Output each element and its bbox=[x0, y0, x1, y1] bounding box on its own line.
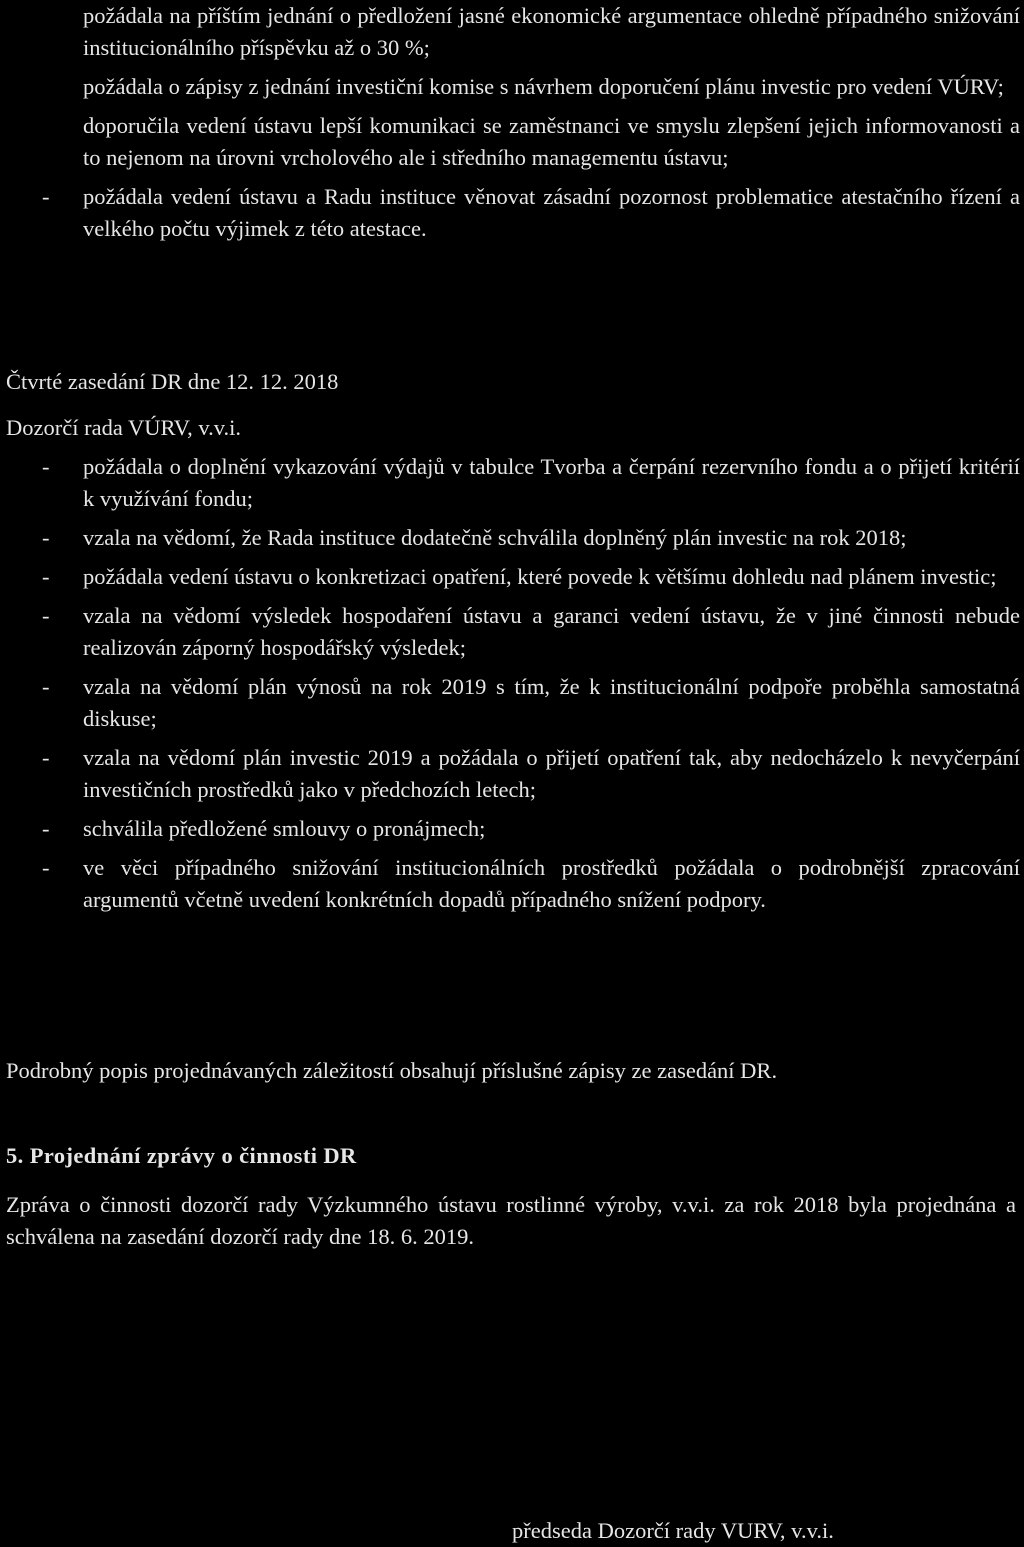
list-item bbox=[0, 451, 1024, 515]
section-paragraph: Zpráva o činnosti dozorčí rady Výzkumného ústavu rostlinné výroby, v.v.i. za rok 2018 byla projednána a schválena na zasedání dozorčí rady dne 18. 6. 2019. bbox=[6, 1192, 1016, 1249]
list-item bbox=[0, 71, 1024, 103]
list-dash: - bbox=[42, 525, 50, 550]
list-item-text: vzala na vědomí, že Rada instituce dodatečně schválila doplněný plán investic na rok 2018; bbox=[83, 525, 907, 550]
list-item bbox=[0, 671, 1024, 735]
list-dash: - bbox=[42, 184, 50, 209]
list-item bbox=[0, 852, 1024, 916]
meeting-title: Čtvrté zasedání DR dne 12. 12. 2018 bbox=[6, 369, 339, 394]
list-item-text: vzala na vědomí plán investic 2019 a požádala o přijetí opatření tak, aby nedocházelo k nevyčerpání investičních prostředků jako v předchozích letech; bbox=[83, 745, 1020, 802]
list-item bbox=[0, 742, 1024, 806]
list-item-text: požádala o doplnění vykazování výdajů v tabulce Tvorba a čerpání rezervního fondu a o přijetí kritérií k využívání fondu; bbox=[83, 454, 1020, 511]
list-dash: - bbox=[42, 674, 50, 699]
list-item-text: požádala vedení ústavu a Radu instituce věnovat zásadní pozornost problematice atestačního řízení a velkého počtu výjimek z této atestace. bbox=[83, 184, 1020, 241]
list-item bbox=[0, 522, 1024, 554]
list-item bbox=[0, 0, 1024, 64]
list-item bbox=[0, 600, 1024, 664]
resolution-list-top bbox=[0, 0, 1024, 252]
list-item-text: doporučila vedení ústavu lepší komunikaci se zaměstnanci ve smyslu zlepšení jejich informovanosti a to nejenom na úrovni vrcholového ale i středního managementu ústavu; bbox=[83, 113, 1020, 170]
list-item-text: vzala na vědomí výsledek hospodaření ústavu a garanci vedení ústavu, že v jiné činnosti nebude realizován záporný hospodářský výsledek; bbox=[83, 603, 1020, 660]
resolution-list-meeting bbox=[0, 451, 1024, 923]
section-heading: 5. Projednání zprávy o činnosti DR bbox=[6, 1143, 357, 1168]
list-item-text: požádala vedení ústavu o konkretizaci opatření, které povede k většímu dohledu nad plánem investic; bbox=[83, 564, 997, 589]
detail-note: Podrobný popis projednávaných záležitostí obsahují příslušné zápisy ze zasedání DR. bbox=[6, 1058, 778, 1083]
list-item-text: schválila předložené smlouvy o pronájmech; bbox=[83, 816, 486, 841]
signature-line: předseda Dozorčí rady VURV, v.v.i. bbox=[512, 1518, 834, 1543]
list-dash: - bbox=[42, 454, 50, 479]
list-item-text: požádala na příštím jednání o předložení jasné ekonomické argumentace ohledně případného snižování institucionálního příspěvku až o 30 %; bbox=[83, 3, 1020, 60]
list-dash: - bbox=[42, 603, 50, 628]
list-item-text: vzala na vědomí plán výnosů na rok 2019 s tím, že k institucionální podpoře proběhla samostatná diskuse; bbox=[83, 674, 1020, 731]
list-item bbox=[0, 110, 1024, 174]
list-item-text: požádala o zápisy z jednání investiční komise s návrhem doporučení plánu investic pro vedení VÚRV; bbox=[83, 74, 1004, 99]
list-dash: - bbox=[42, 564, 50, 589]
list-item-text: ve věci případného snižování institucionálních prostředků požádala o podrobnější zpracování argumentů včetně uvedení konkrétních dopadů případného snížení podpory. bbox=[83, 855, 1020, 912]
list-item bbox=[0, 181, 1024, 245]
list-dash: - bbox=[42, 855, 50, 880]
meeting-subject: Dozorčí rada VÚRV, v.v.i. bbox=[6, 415, 242, 440]
list-item bbox=[0, 561, 1024, 593]
list-dash: - bbox=[42, 816, 50, 841]
list-dash: - bbox=[42, 745, 50, 770]
list-item bbox=[0, 813, 1024, 845]
